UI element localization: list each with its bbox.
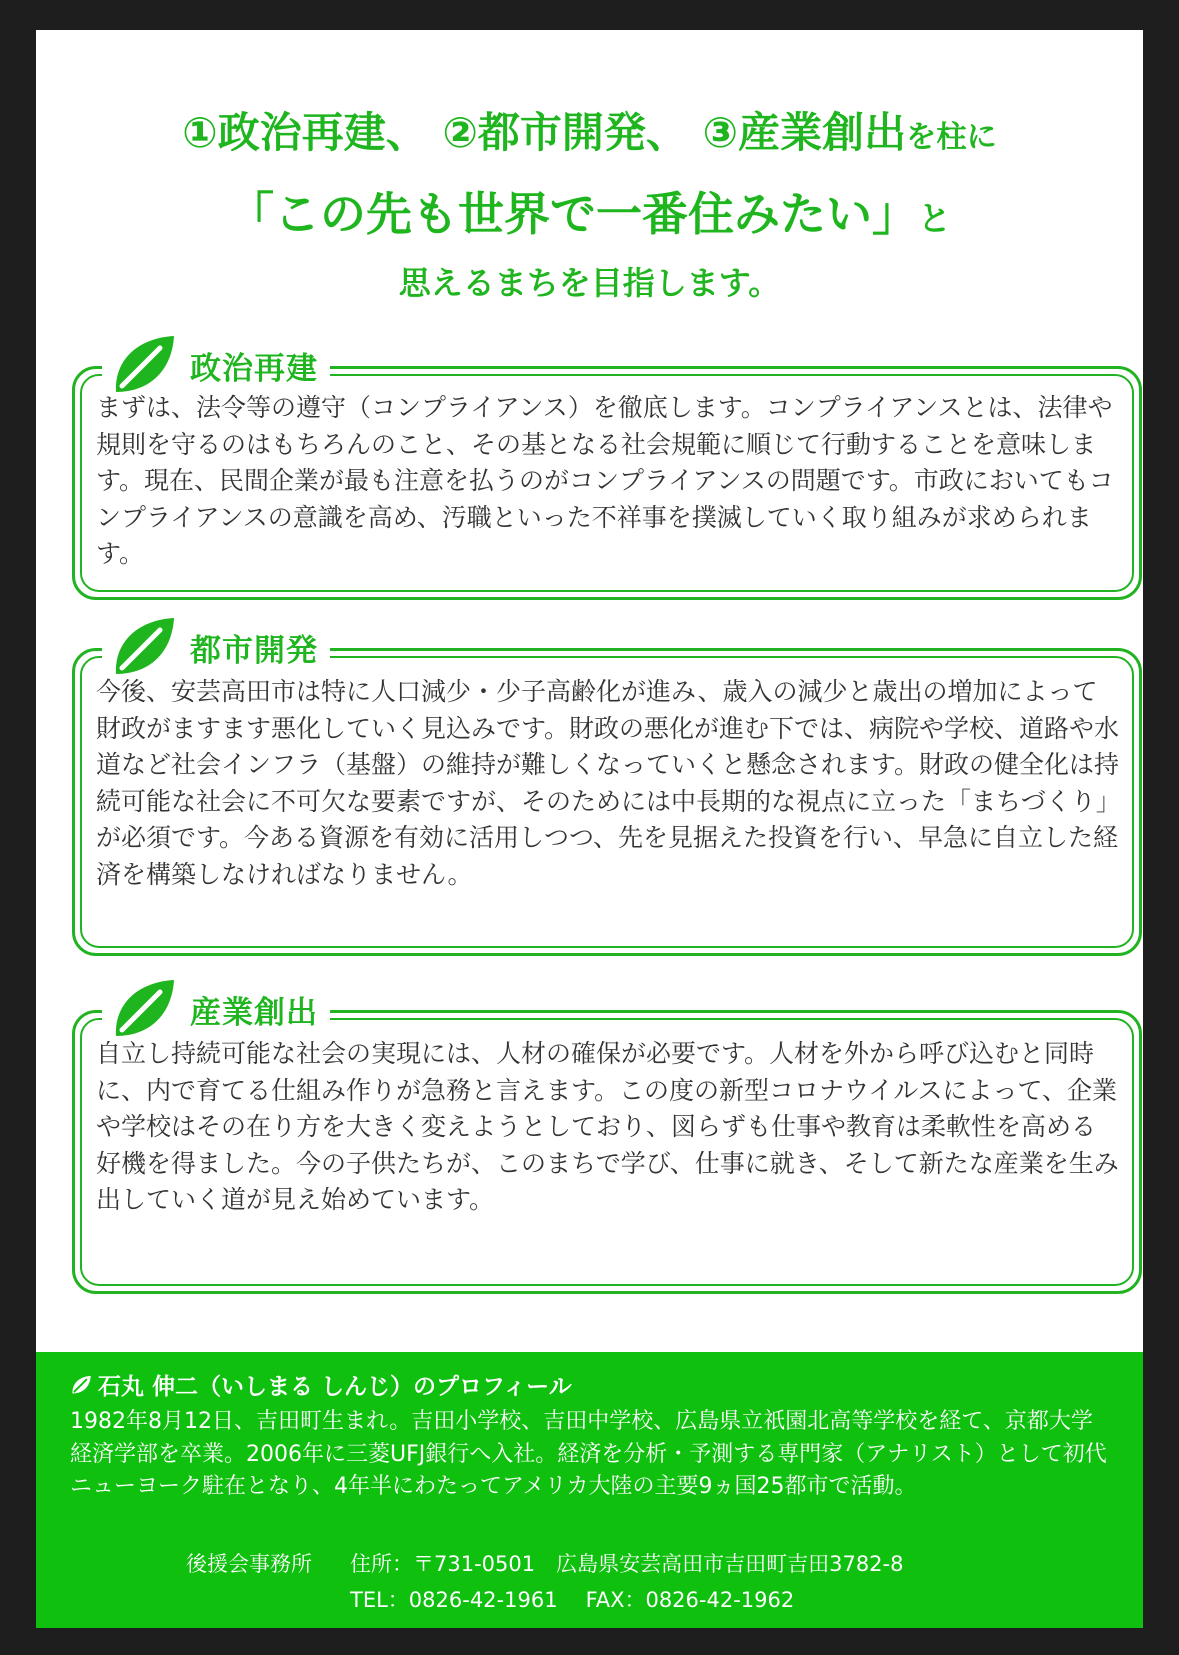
leaf-icon — [70, 1374, 92, 1396]
office-label: 後援会事務所 — [186, 1552, 312, 1576]
profile-panel — [36, 1352, 1143, 1628]
section-industry-creation — [72, 974, 1142, 1294]
headline-line-2 — [36, 178, 1143, 244]
headline-line-1 — [36, 100, 1143, 160]
section-title: 政治再建 — [190, 350, 318, 387]
headline-slogan: 「この先も世界で一番住みたい」 — [227, 187, 918, 241]
section-header — [102, 612, 330, 682]
profile-title — [70, 1368, 572, 1401]
section-body: 今後、安芸高田市は特に人口減少・少子高齢化が進み、歳入の減少と歳出の増加によって財政がますます悪化していく見込みです。財政の悪化が進む下では、病院や学校、道路や水道など社会インフラ（基盤）の維持が難しくなっていくと懸念されます。財政の健全化は持続可能な社会に不可欠な要素ですが、そのためには中長期的な視点に立った「まちづくり」が必須です。今ある資源を有効に活用しつつ、先を見据えた投資を行い、早急に自立した経済を構築しなければなりません。 — [96, 677, 1120, 889]
section-political-rebuild — [72, 330, 1142, 600]
headline-pillars: ①政治再建、 ②都市開発、 ③産業創出 — [182, 108, 907, 157]
section-title: 産業創出 — [190, 994, 318, 1031]
office-fax: FAX：0826-42-1962 — [585, 1588, 795, 1612]
profile-body: 1982年8月12日、吉田町生まれ。吉田小学校、吉田中学校、広島県立祇園北高等学校を経て、京都大学経済学部を卒業。2006年に三菱UFJ銀行へ入社。経済を分析・予測する専門家（アナリスト）として初代ニューヨーク駐在となり、4年半にわたってアメリカ大陸の主要9ヵ国25都市で活動。 — [70, 1409, 1107, 1499]
section-header — [102, 974, 330, 1044]
flyer-page — [36, 30, 1143, 1628]
headline-suffix-2: と — [917, 199, 952, 238]
support-office — [186, 1546, 903, 1618]
section-body: 自立し持続可能な社会の実現には、人材の確保が必要です。人材を外から呼び込むと同時に、内で育てる仕組み作りが急務と言えます。この度の新型コロナウイルスによって、企業や学校はその在り方を大きく変えようとしており、図らずも仕事や教育は柔軟性を高める好機を得ました。今の子供たちが、このまちで学び、仕事に就き、そして新たな産業を生み出していく道が見え始めています。 — [96, 1039, 1119, 1214]
headline-line-3: 思えるまちを目指します。 — [398, 264, 781, 302]
section-body: まずは、法令等の遵守（コンプライアンス）を徹底します。コンプライアンスとは、法律や規則を守るのはもちろんのこと、その基となる社会規範に順じて行動することを意味します。現在、民間企業が最も注意を払うのがコンプライアンスの問題です。市政においてもコンプライアンスの意識を高め、汚職といった不祥事を撲滅していく取り組みが求められます。 — [96, 393, 1114, 568]
office-address: 住所：〒731-0501 広島県安芸高田市吉田町吉田3782-8 — [350, 1552, 904, 1576]
section-urban-development — [72, 612, 1142, 956]
leaf-icon — [108, 974, 178, 1044]
office-tel: TEL：0826-42-1961 — [350, 1588, 558, 1612]
headline-suffix-1: を柱に — [906, 120, 997, 155]
profile-title-text: 石丸 伸二（いしまる しんじ）のプロフィール — [98, 1374, 572, 1400]
leaf-icon — [108, 612, 178, 682]
section-title: 都市開発 — [190, 632, 318, 669]
